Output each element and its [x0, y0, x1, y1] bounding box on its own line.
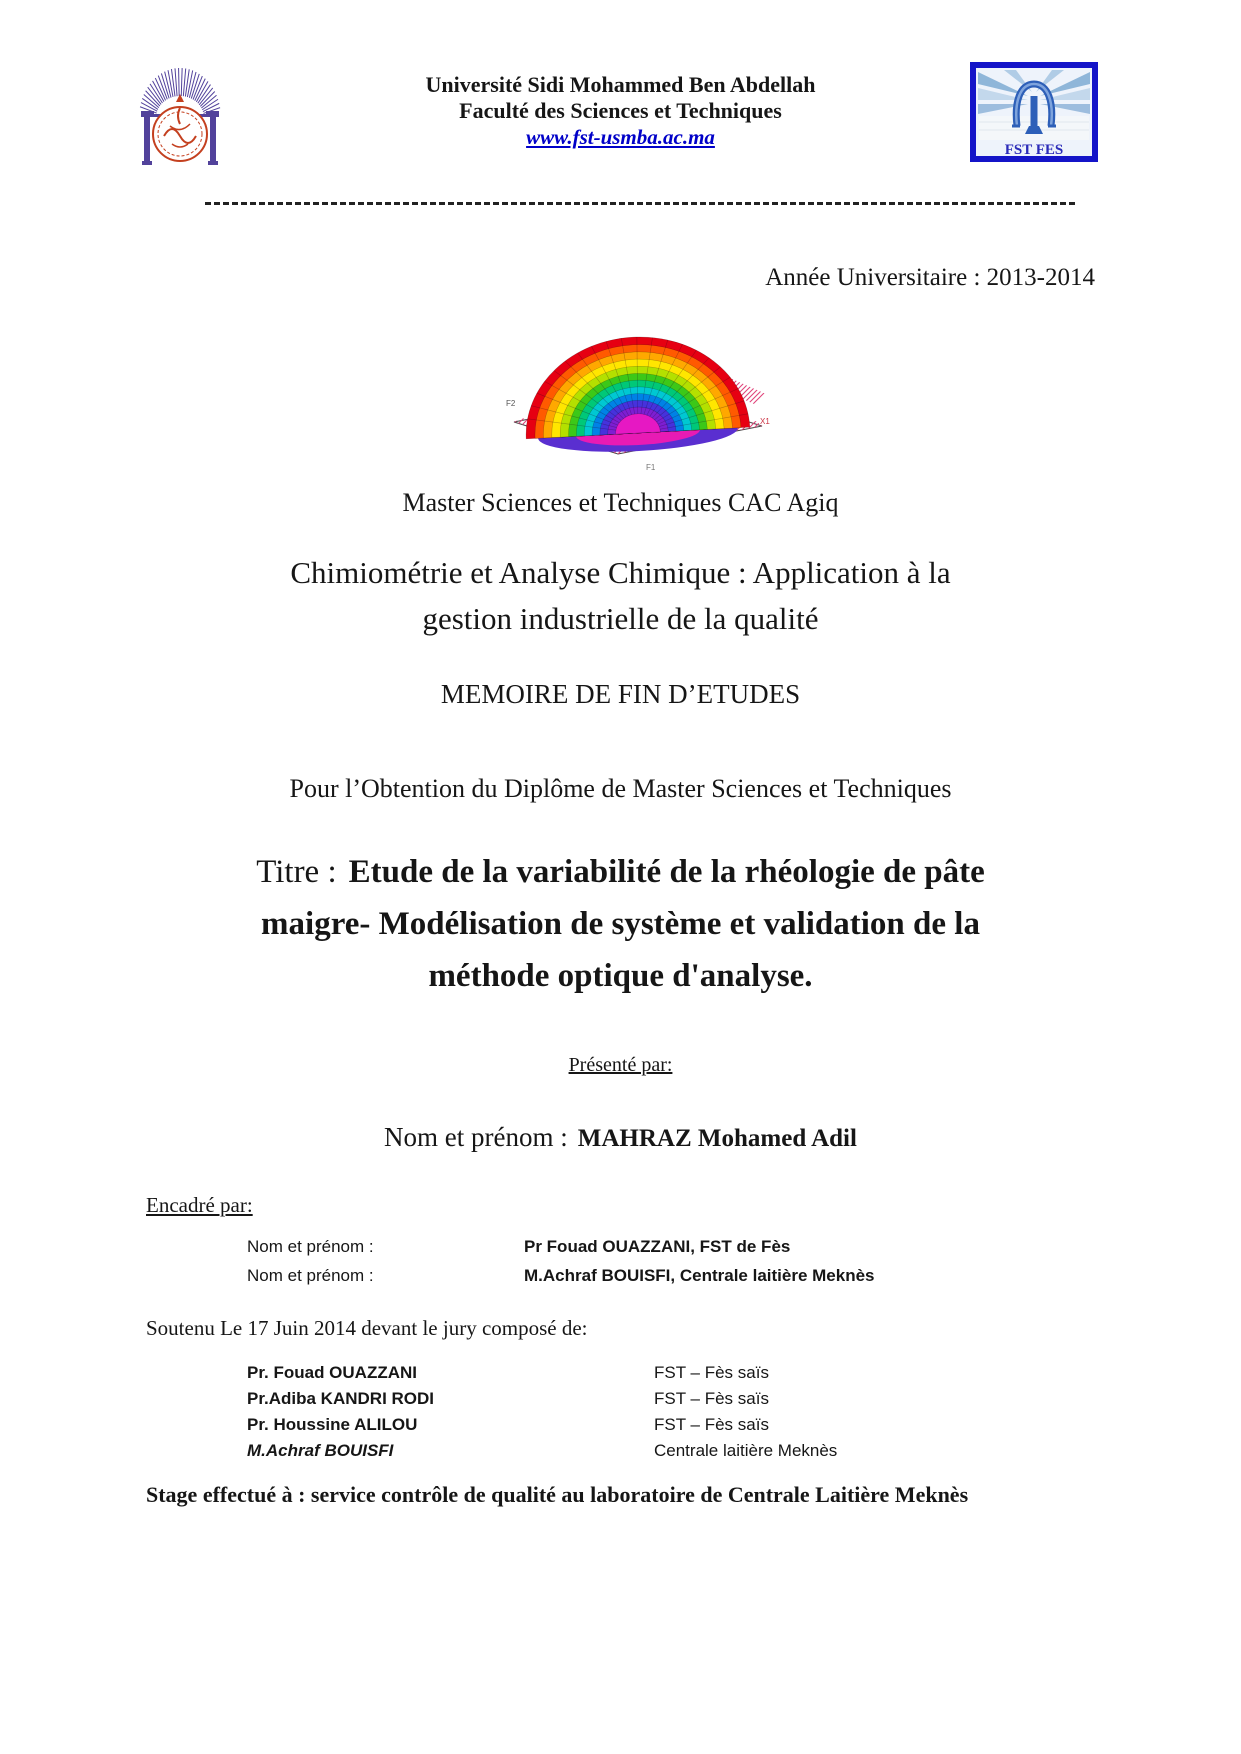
- author-name-label: Nom et prénom :: [384, 1122, 568, 1152]
- supervisor-label: Nom et prénom :: [247, 1237, 374, 1256]
- specialty-heading: [0, 550, 1241, 642]
- defense-intro: Soutenu Le 17 Juin 2014 devant le jury composé de:: [146, 1316, 588, 1340]
- supervisor-row: [0, 1237, 1241, 1263]
- jury-member-name: Pr. Fouad OUAZZANI: [247, 1363, 417, 1382]
- presented-by-heading: Présenté par:: [568, 1054, 673, 1076]
- surface-plot-figure: [498, 314, 778, 480]
- title-label: Titre :: [256, 854, 337, 890]
- university-name: Université Sidi Mohammed Ben Abdellah: [425, 72, 816, 97]
- jury-row: [0, 1389, 1241, 1415]
- author-name: MAHRAZ Mohamed Adil: [577, 1125, 857, 1152]
- plot-axis-label-front: F1: [646, 463, 656, 472]
- supervisor-row: [0, 1266, 1241, 1292]
- supervised-by: [146, 1193, 253, 1218]
- supervisor-value: Pr Fouad OUAZZANI, FST de Fès: [524, 1237, 791, 1256]
- dashed-separator: [205, 202, 1075, 205]
- jury-row: [0, 1363, 1241, 1389]
- academic-year: Année Universitaire : 2013-2014: [765, 264, 1095, 291]
- jury-member-name: Pr. Houssine ALILOU: [247, 1415, 418, 1434]
- supervisor-value: M.Achraf BOUISFI, Centrale laitière Meknès: [524, 1266, 875, 1285]
- faculty-name: Faculté des Sciences et Techniques: [459, 98, 782, 123]
- author-line: [0, 1122, 1241, 1153]
- website-link[interactable]: www.fst-usmba.ac.ma: [526, 125, 715, 149]
- specialty-line-1: Chimiométrie et Analyse Chimique : Application à la: [290, 555, 951, 590]
- presented-by: [0, 1054, 1241, 1077]
- supervised-by-heading: Encadré par:: [146, 1193, 253, 1217]
- jury-row: [0, 1415, 1241, 1441]
- supervisor-label: Nom et prénom :: [247, 1266, 374, 1285]
- memoire-heading: MEMOIRE DE FIN D’ETUDES: [440, 679, 801, 709]
- jury-member-affiliation: FST – Fès saïs: [654, 1415, 769, 1434]
- plot-surface-dome: [521, 331, 751, 457]
- title-line-3: méthode optique d'analyse.: [428, 958, 813, 994]
- jury-member-name: Pr.Adiba KANDRI RODI: [247, 1389, 435, 1408]
- fst-logo-caption: FST FES: [1004, 142, 1064, 158]
- jury-row: [0, 1441, 1241, 1467]
- program-line: Master Sciences et Techniques CAC Agiq: [402, 488, 839, 517]
- title-line-1: Etude de la variabilité de la rhéologie de pâte: [348, 854, 985, 890]
- internship-line: Stage effectué à : service contrôle de qualité au laboratoire de Centrale Laitière Meknès: [146, 1482, 969, 1507]
- jury-member-affiliation: FST – Fès saïs: [654, 1363, 769, 1382]
- specialty-line-2: gestion industrielle de la qualité: [422, 601, 819, 636]
- plot-axis-label-left: F2: [506, 399, 516, 408]
- thesis-title: [0, 846, 1241, 1002]
- fst-fes-logo: [970, 62, 1098, 162]
- purpose-line: Pour l’Obtention du Diplôme de Master Sciences et Techniques: [289, 774, 952, 803]
- title-line-2: maigre- Modélisation de système et validation de la: [261, 906, 980, 942]
- jury-member-affiliation: Centrale laitière Meknès: [654, 1441, 838, 1460]
- title-line-1-wrap: [0, 846, 1241, 898]
- jury-member-affiliation: FST – Fès saïs: [654, 1389, 769, 1408]
- plot-axis-label-right: X1: [760, 417, 770, 426]
- jury-member-name: M.Achraf BOUISFI: [247, 1441, 394, 1460]
